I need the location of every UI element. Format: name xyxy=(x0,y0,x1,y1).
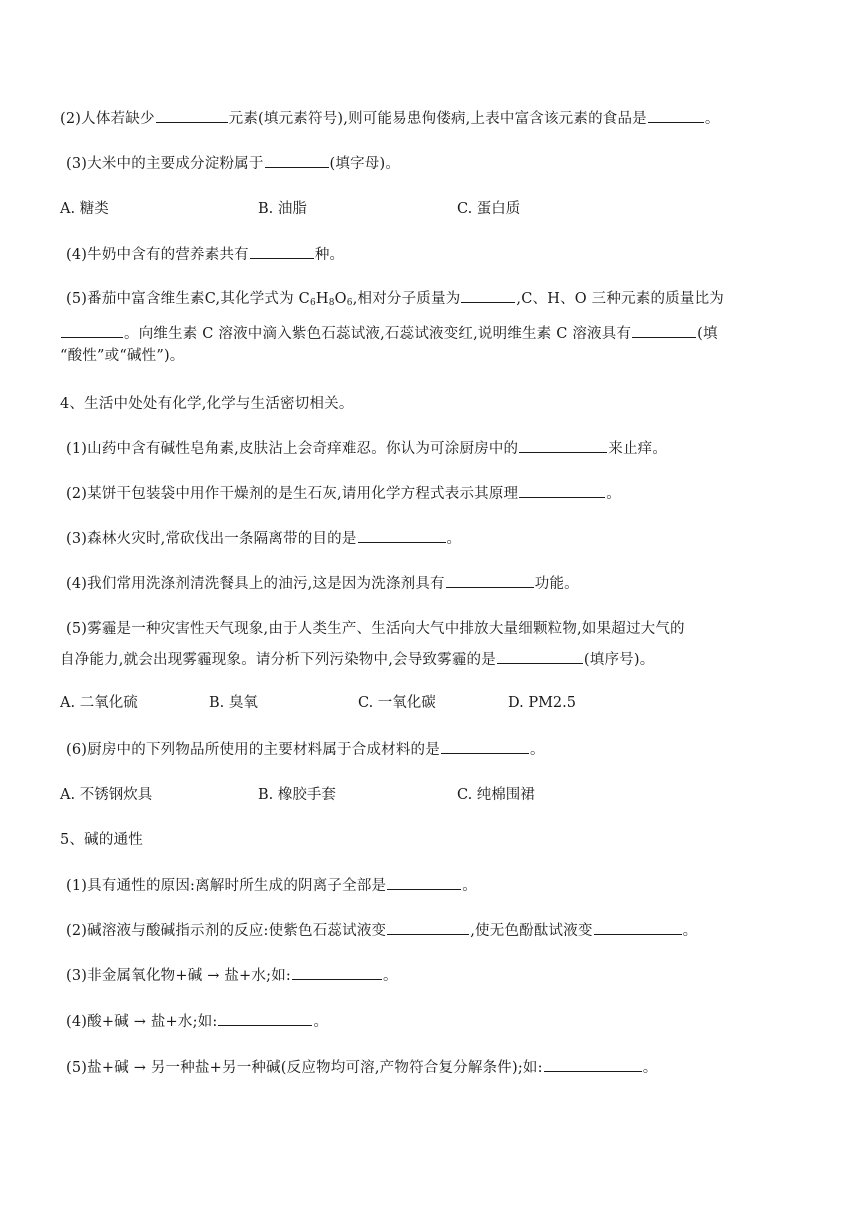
answer-blank[interactable] xyxy=(632,322,696,338)
q4-part5-line2: 自净能力,就会出现雾霾现象。请分析下列污染物中,会导致雾霾的是 (填序号)。 xyxy=(60,648,654,671)
q3-part5: (5)番茄中富含维生素C,其化学式为 $C_6H_8O_6$,相对分子质量为 ,C、H、O 三种元素的质量比为 xyxy=(66,284,811,319)
q5-part5: (5)盐+碱 → 另一种盐+另一种碱(反应物均可溶,产物符合复分解条件);如: 。 xyxy=(66,1056,657,1079)
option-b[interactable]: B. 橡胶手套 xyxy=(258,787,336,803)
q3-part5-line3: “酸性”或“碱性”)。 xyxy=(60,348,185,364)
answer-blank[interactable] xyxy=(387,919,469,935)
q4-part6-options xyxy=(60,784,820,806)
option-c[interactable]: C. 蛋白质 xyxy=(457,201,521,217)
q3-part2: (2)人体若缺少 元素(填元素符号),则可能易患佝偻病,上表中富含该元素的食品是 。 xyxy=(60,107,720,130)
option-b[interactable]: B. 油脂 xyxy=(258,201,307,217)
q4-part5-options xyxy=(60,692,820,714)
q3-part3-options xyxy=(60,198,820,220)
answer-blank[interactable] xyxy=(387,874,461,890)
q5-title: 5、碱的通性 xyxy=(60,832,143,848)
q3-part3: (3)大米中的主要成分淀粉属于 (填字母)。 xyxy=(66,152,400,175)
answer-blank[interactable] xyxy=(358,527,446,543)
answer-blank[interactable] xyxy=(519,437,607,453)
option-c[interactable]: C. 一氧化碳 xyxy=(358,695,436,711)
q3-part5-line2: 。向维生素 C 溶液中滴入紫色石蕊试液,石蕊试液变红,说明维生素 C 溶液具有 (填 xyxy=(60,322,718,345)
answer-blank[interactable] xyxy=(648,107,704,123)
q5-part1: (1)具有通性的原因:离解时所生成的阴离子全部是 。 xyxy=(66,874,477,897)
q4-title: 4、生活中处处有化学,化学与生活密切相关。 xyxy=(60,396,354,412)
answer-blank[interactable] xyxy=(441,738,529,754)
q4-part4: (4)我们常用洗涤剂清洗餐具上的油污,这是因为洗涤剂具有 功能。 xyxy=(66,572,579,595)
q4-part5: (5)雾霾是一种灾害性天气现象,由于人类生产、生活向大气中排放大量细颗粒物,如果超过大气的 xyxy=(66,621,685,637)
answer-blank[interactable] xyxy=(461,287,515,303)
q5-part2: (2)碱溶液与酸碱指示剂的反应:使紫色石蕊试液变 ,使无色酚酞试液变 。 xyxy=(66,919,697,942)
answer-blank[interactable] xyxy=(61,322,123,338)
q4-part6: (6)厨房中的下列物品所使用的主要材料属于合成材料的是 。 xyxy=(66,738,545,761)
q5-part4: (4)酸+碱 → 盐+水;如: 。 xyxy=(66,1010,328,1033)
option-c[interactable]: C. 纯棉围裙 xyxy=(457,787,535,803)
option-a[interactable]: A. 二氧化硫 xyxy=(60,695,138,711)
answer-blank[interactable] xyxy=(250,243,314,259)
option-a[interactable]: A. 不锈钢炊具 xyxy=(60,787,153,803)
answer-blank[interactable] xyxy=(292,964,382,980)
q4-part3: (3)森林火灾时,常砍伐出一条隔离带的目的是 。 xyxy=(66,527,461,550)
answer-blank[interactable] xyxy=(594,919,682,935)
q4-part1: (1)山药中含有碱性皂角素,皮肤沾上会奇痒难忍。你认为可涂厨房中的 来止痒。 xyxy=(66,437,667,460)
answer-blank[interactable] xyxy=(446,572,534,588)
answer-blank[interactable] xyxy=(519,482,605,498)
q5-part3: (3)非金属氧化物+碱 → 盐+水;如: 。 xyxy=(66,964,398,987)
answer-blank[interactable] xyxy=(265,152,329,168)
option-d[interactable]: D. PM2.5 xyxy=(508,695,576,711)
q4-part2: (2)某饼干包装袋中用作干燥剂的是生石灰,请用化学方程式表示其原理 。 xyxy=(66,482,621,505)
option-b[interactable]: B. 臭氧 xyxy=(209,695,258,711)
answer-blank[interactable] xyxy=(218,1010,312,1026)
option-a[interactable]: A. 糖类 xyxy=(60,201,109,217)
q3-part4: (4)牛奶中含有的营养素共有 种。 xyxy=(66,243,344,266)
answer-blank[interactable] xyxy=(544,1056,642,1072)
answer-blank[interactable] xyxy=(156,107,228,123)
answer-blank[interactable] xyxy=(497,648,583,664)
